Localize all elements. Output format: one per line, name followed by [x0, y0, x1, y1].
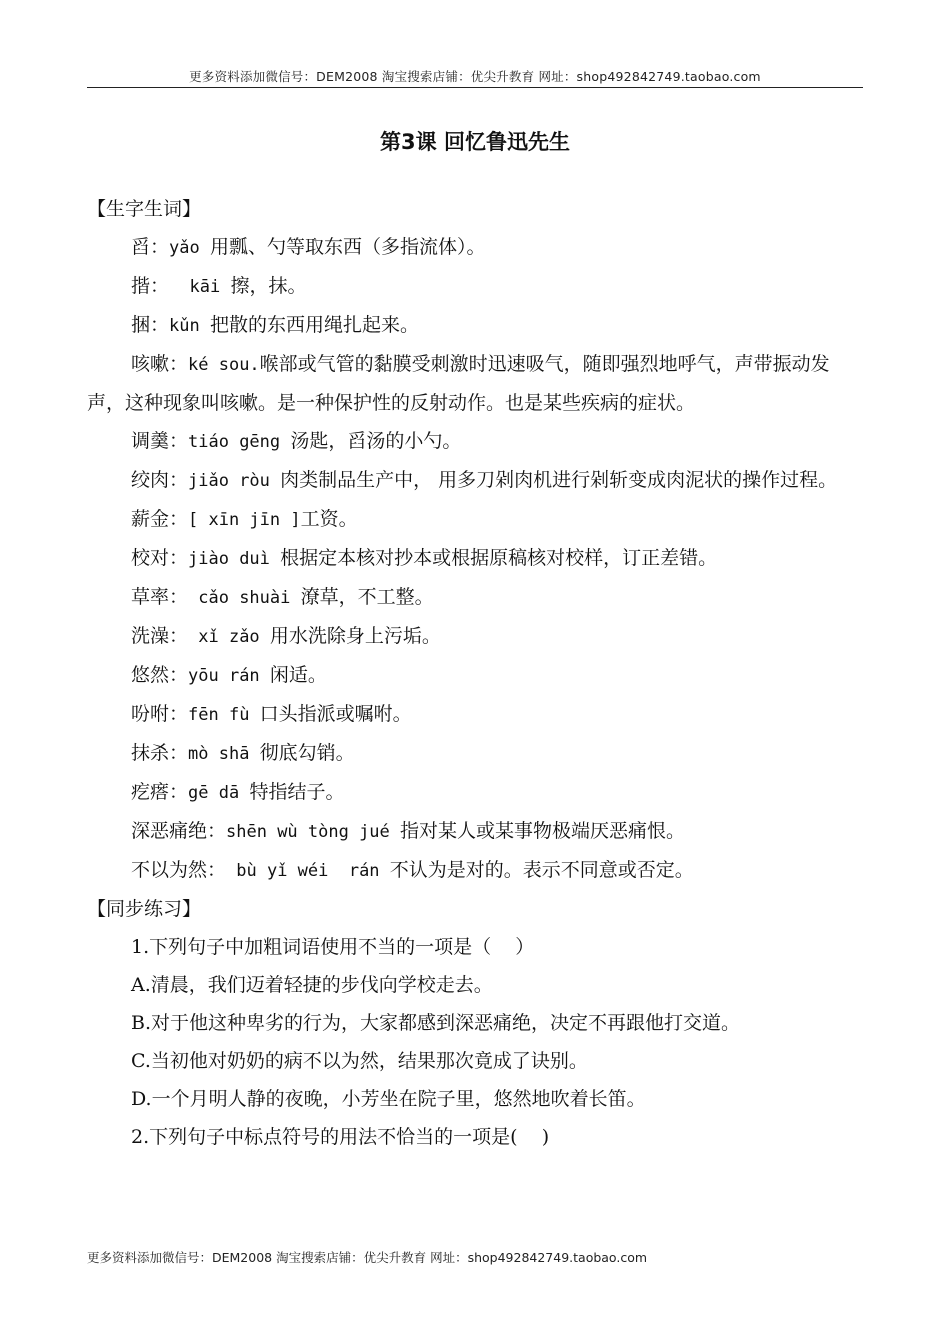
vocab-word: 舀：	[131, 236, 170, 258]
practice-line: B.对于他这种卑劣的行为，大家都感到深恶痛绝，决定不再跟他打交道。	[131, 1012, 741, 1034]
vocab-entry	[87, 617, 863, 656]
vocab-entry	[87, 461, 863, 500]
vocab-word: 调羹：	[131, 430, 189, 452]
practice-line: C.当初他对奶奶的病不以为然，结果那次竟成了诀别。	[131, 1050, 588, 1072]
vocab-pinyin: shēn wù tòng jué	[226, 822, 401, 842]
page-header-text: 更多资料添加微信号：DEM2008 淘宝搜索店铺：优尖升教育 网址：shop492842749.taobao.com	[189, 69, 761, 84]
vocab-definition: 擦，抹。	[230, 275, 307, 297]
vocab-word: 疙瘩：	[131, 781, 189, 803]
vocab-pinyin: kǔn	[169, 316, 210, 336]
document-body	[87, 190, 863, 1156]
vocab-word: 绞肉：	[131, 469, 189, 491]
practice-line: 1.下列句子中加粗词语使用不当的一项是（ ）	[131, 936, 535, 958]
vocab-entry	[87, 500, 863, 539]
vocab-pinyin: xǐ zǎo	[188, 627, 270, 647]
vocab-pinyin: ké sou.	[188, 355, 260, 375]
vocab-definition: 指对某人或某事物极端厌恶痛恨。	[400, 820, 686, 842]
vocab-definition: 喉部或气管的黏膜受刺激时迅速吸气，随即强烈地呼气，声带振动发声，这种现象叫咳嗽。是一种保护性的反射动作。也是某些疾病的症状。	[87, 353, 830, 414]
vocab-word: 吩咐：	[131, 703, 189, 725]
practice-line: D.一个月明人静的夜晚，小芳坐在院子里，悠然地吹着长笛。	[131, 1088, 646, 1110]
vocab-definition: 把散的东西用绳扎起来。	[209, 314, 419, 336]
vocab-entry	[87, 851, 863, 890]
vocab-word: 悠然：	[131, 664, 189, 686]
page-title: 第3课 回忆鲁迅先生	[380, 130, 570, 154]
vocab-definition: 用瓢、勺等取东西（多指流体）。	[209, 236, 486, 258]
practice-line: A.清晨，我们迈着轻捷的步伐向学校走去。	[131, 974, 493, 996]
vocab-pinyin: gē dā	[188, 783, 250, 803]
vocab-word: 洗澡：	[131, 625, 189, 647]
vocab-word: 草率：	[131, 586, 189, 608]
vocab-definition: 汤匙，舀汤的小勺。	[290, 430, 462, 452]
vocab-entry	[87, 228, 863, 267]
vocab-definition: 用水洗除身上污垢。	[269, 625, 441, 647]
vocab-pinyin: yōu rán	[188, 666, 270, 686]
vocab-definition: 闲适。	[269, 664, 327, 686]
vocab-entry	[87, 422, 863, 461]
vocab-definition: 不认为是对的。表示不同意或否定。	[389, 859, 694, 881]
vocab-pinyin: cǎo shuài	[188, 588, 301, 608]
vocab-pinyin: yǎo	[169, 238, 210, 258]
vocab-entry	[87, 812, 863, 851]
vocab-definition: 彻底勾销。	[259, 742, 355, 764]
vocab-entry	[87, 539, 863, 578]
vocab-pinyin: jiǎo ròu	[188, 471, 281, 491]
vocab-word: 咳嗽：	[131, 353, 189, 375]
vocab-pinyin: fēn fù	[188, 705, 260, 725]
vocab-list	[87, 228, 863, 890]
vocab-pinyin: [ xīn jīn ]	[188, 510, 301, 530]
vocab-entry	[87, 306, 863, 345]
vocab-entry	[87, 345, 863, 422]
practice-line: 2.下列句子中标点符号的用法不恰当的一项是( )	[131, 1126, 550, 1148]
vocab-entry	[87, 656, 863, 695]
vocab-word: 校对：	[131, 547, 189, 569]
vocab-definition: 特指结子。	[249, 781, 345, 803]
vocab-definition: 潦草，不工整。	[300, 586, 434, 608]
practice-section-heading: 【同步练习】	[87, 898, 202, 920]
vocab-entry	[87, 773, 863, 812]
vocab-word: 捆：	[131, 314, 170, 336]
page-footer-text: 更多资料添加微信号：DEM2008 淘宝搜索店铺：优尖升教育 网址：shop492842749.taobao.com	[87, 1250, 648, 1265]
header-divider	[87, 87, 863, 88]
vocab-pinyin: bù yǐ wéi rán	[226, 861, 390, 881]
vocab-entry	[87, 734, 863, 773]
vocab-word: 揩：	[131, 275, 170, 297]
vocab-word: 薪金：	[131, 508, 189, 530]
vocab-entry	[87, 578, 863, 617]
vocab-pinyin: kāi	[169, 277, 231, 297]
vocab-definition: 工资。	[300, 508, 358, 530]
vocab-entry	[87, 695, 863, 734]
vocab-word: 深恶痛绝：	[131, 820, 227, 842]
vocab-pinyin: jiào duì	[188, 549, 281, 569]
vocab-entry	[87, 267, 863, 306]
vocab-definition: 肉类制品生产中， 用多刀剁肉机进行剁斩变成肉泥状的操作过程。	[280, 469, 838, 491]
vocab-definition: 口头指派或嘱咐。	[259, 703, 412, 725]
vocab-word: 不以为然：	[131, 859, 227, 881]
vocab-section-heading: 【生字生词】	[87, 198, 202, 220]
vocab-pinyin: mò shā	[188, 744, 260, 764]
vocab-word: 抹杀：	[131, 742, 189, 764]
practice-list	[87, 928, 863, 1156]
vocab-pinyin: tiáo gēng	[188, 432, 291, 452]
vocab-definition: 根据定本核对抄本或根据原稿核对校样，订正差错。	[280, 547, 718, 569]
